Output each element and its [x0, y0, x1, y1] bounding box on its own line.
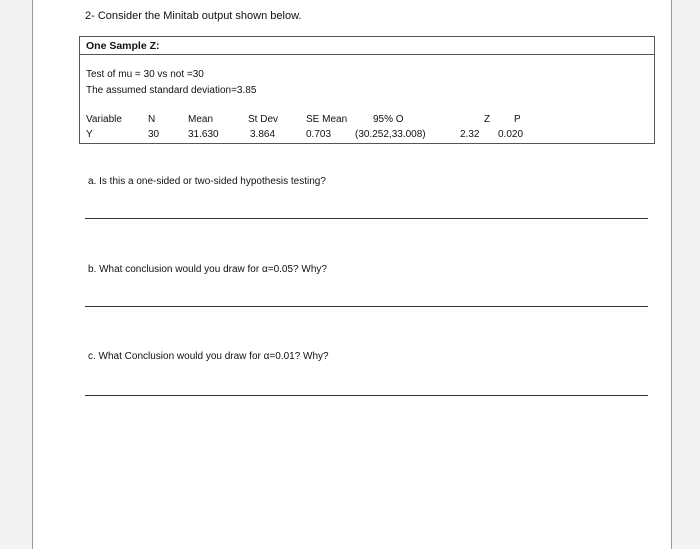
- sd-line: The assumed standard deviation=3.85: [86, 85, 257, 96]
- value-variable: Y: [86, 129, 93, 140]
- value-n: 30: [148, 129, 160, 140]
- value-stdev: 3.864: [250, 129, 276, 140]
- minitab-output-box: [79, 36, 655, 144]
- question-c: c. What Conclusion would you draw for α=0.01? Why?: [88, 351, 329, 362]
- header-stdev: St Dev: [248, 114, 279, 125]
- value-ci: (30.252,33.008): [355, 129, 426, 140]
- header-ci: 95% O: [373, 114, 404, 125]
- answer-line-c: [85, 395, 648, 396]
- answer-line-a: [85, 218, 648, 219]
- question-b: b. What conclusion would you draw for α=0.05? Why?: [88, 264, 327, 275]
- output-title: One Sample Z:: [80, 37, 654, 55]
- header-semean: SE Mean: [306, 114, 348, 125]
- answer-line-b: [85, 306, 648, 307]
- value-mean: 31.630: [188, 129, 219, 140]
- hypothesis-line: Test of mu = 30 vs not =30: [86, 69, 204, 80]
- value-p: 0.020: [498, 129, 524, 140]
- question-title: 2- Consider the Minitab output shown below.: [85, 10, 302, 22]
- value-z: 2.32: [460, 129, 480, 140]
- header-n: N: [148, 114, 156, 125]
- header-p: P: [514, 114, 521, 125]
- header-mean: Mean: [188, 114, 214, 125]
- value-semean: 0.703: [306, 129, 332, 140]
- question-a: a. Is this a one-sided or two-sided hypothesis testing?: [88, 176, 326, 187]
- document-page: [32, 0, 672, 549]
- header-variable: Variable: [86, 114, 122, 125]
- header-z: Z: [484, 114, 491, 125]
